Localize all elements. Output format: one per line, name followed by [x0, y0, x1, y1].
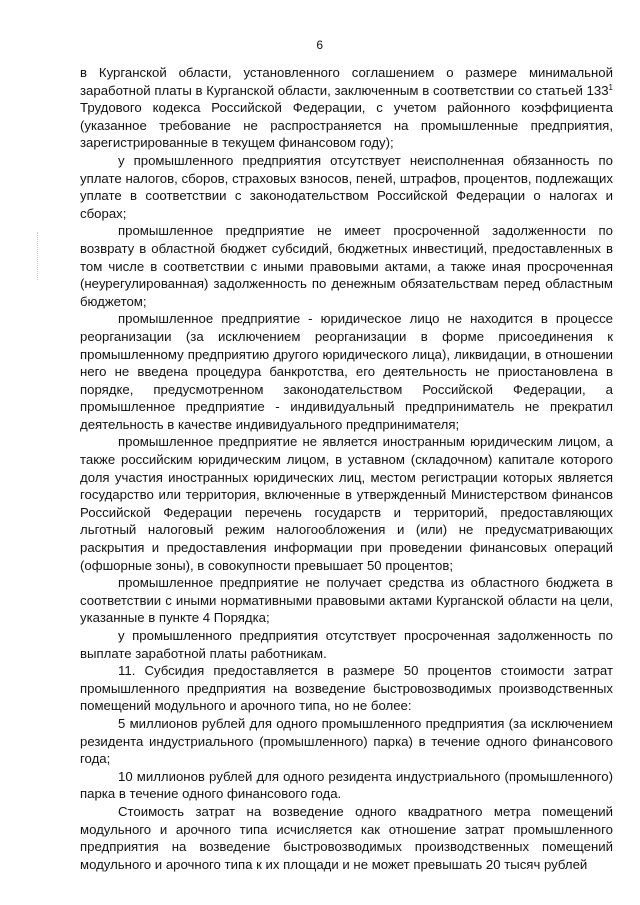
paragraph-limit-5-million: 5 миллионов рублей для одного промышленного предприятия (за исключением резидента индустриального (промышленного) парка) в течение одного финансового года; — [80, 715, 613, 767]
article-superscript: 1 — [608, 82, 613, 92]
paragraph-cost-per-square-meter: Стоимость затрат на возведение одного квадратного метра помещений модульного и арочного типа исчисляется как отношение затрат промышленного предприятия на возведение быстровозводимых производственных помещений модульного и арочного типа к их площади и не может превышать 20 тысяч рублей — [80, 803, 613, 872]
paragraph-no-reorganization: промышленное предприятие - юридическое лицо не находится в процессе реорганизации (за исключением реорганизации в форме присоединения к промышленному предприятию другого юридического лица), ликвидации, в отношении него не введена процедура банкротства, его деятельность не приостановлена в порядке, предусмотренном законодательством Российской Федерации, а промышленное предприятие - индивидуальный предприниматель не прекратил деятельность в качестве индивидуального предпринимателя; — [80, 311, 613, 432]
paragraph-no-overdue-budget-debt: промышленное предприятие не имеет просроченной задолженности по возврату в областной бюджет субсидий, бюджетных инвестиций, предоставленных в том числе в соответствии с иными правовыми актами, а также иная просроченная (неурегулированная) задолженность по денежным обязательствам перед областным бюджетом; — [80, 223, 613, 309]
paragraph-subsidy-size: 11. Субсидия предоставляется в размере 50 процентов стоимости затрат промышленного предприятия на возведение быстровозводимых производственных помещений модульного и арочного типа, но не более: — [80, 663, 613, 714]
paragraph-not-foreign-entity: промышленное предприятие не является иностранным юридическим лицом, а также российским юридическим лицом, в уставном (складочном) капитале которого доля участия иностранных юридических лиц, местом регистрации которых является государство или территория, включенные в утвержденный Министерством финансов Российской Федерации перечень государств и территорий, предоставляющих льготный налоговый режим налогообложения и (или) не предусматривающих раскрытия и предоставления информации при проведении финансовых операций (офшорные зоны), в совокупности превышает 50 процентов; — [80, 434, 613, 573]
paragraph-no-other-funds: промышленное предприятие не получает средства из областного бюджета в соответствии с иными нормативными правовыми актами Курганской области на цели, указанные в пункте 4 Порядка; — [80, 575, 613, 626]
paragraph-no-wage-arrears: у промышленного предприятия отсутствует просроченная задолженность по выплате заработной платы работникам. — [80, 628, 613, 661]
paragraph-text: Трудового кодекса Российской Федерации, с учетом районного коэффициента (указанное требование не распространяется на промышленные предприятия, зарегистрированные в текущем финансовом году); — [80, 100, 613, 151]
margin-scan-mark — [37, 232, 39, 280]
page-number: 6 — [316, 38, 324, 52]
paragraph-text: в Курганской области, установленного соглашением о размере минимальной заработной платы в Курганской области, заключенным в соответствии со статьей 133 — [80, 65, 613, 98]
paragraph-limit-10-million: 10 миллионов рублей для одного резидента индустриального (промышленного) парка в течение одного финансового года. — [80, 768, 613, 802]
paragraph-no-tax-debt: у промышленного предприятия отсутствует неисполненная обязанность по уплате налогов, сборов, страховых взносов, пеней, штрафов, процентов, подлежащих уплате в соответствии с законодательством Российской Федерации о налогах и сборах; — [80, 152, 613, 221]
document-body — [80, 64, 613, 873]
paragraph-wage-requirement — [80, 64, 613, 152]
